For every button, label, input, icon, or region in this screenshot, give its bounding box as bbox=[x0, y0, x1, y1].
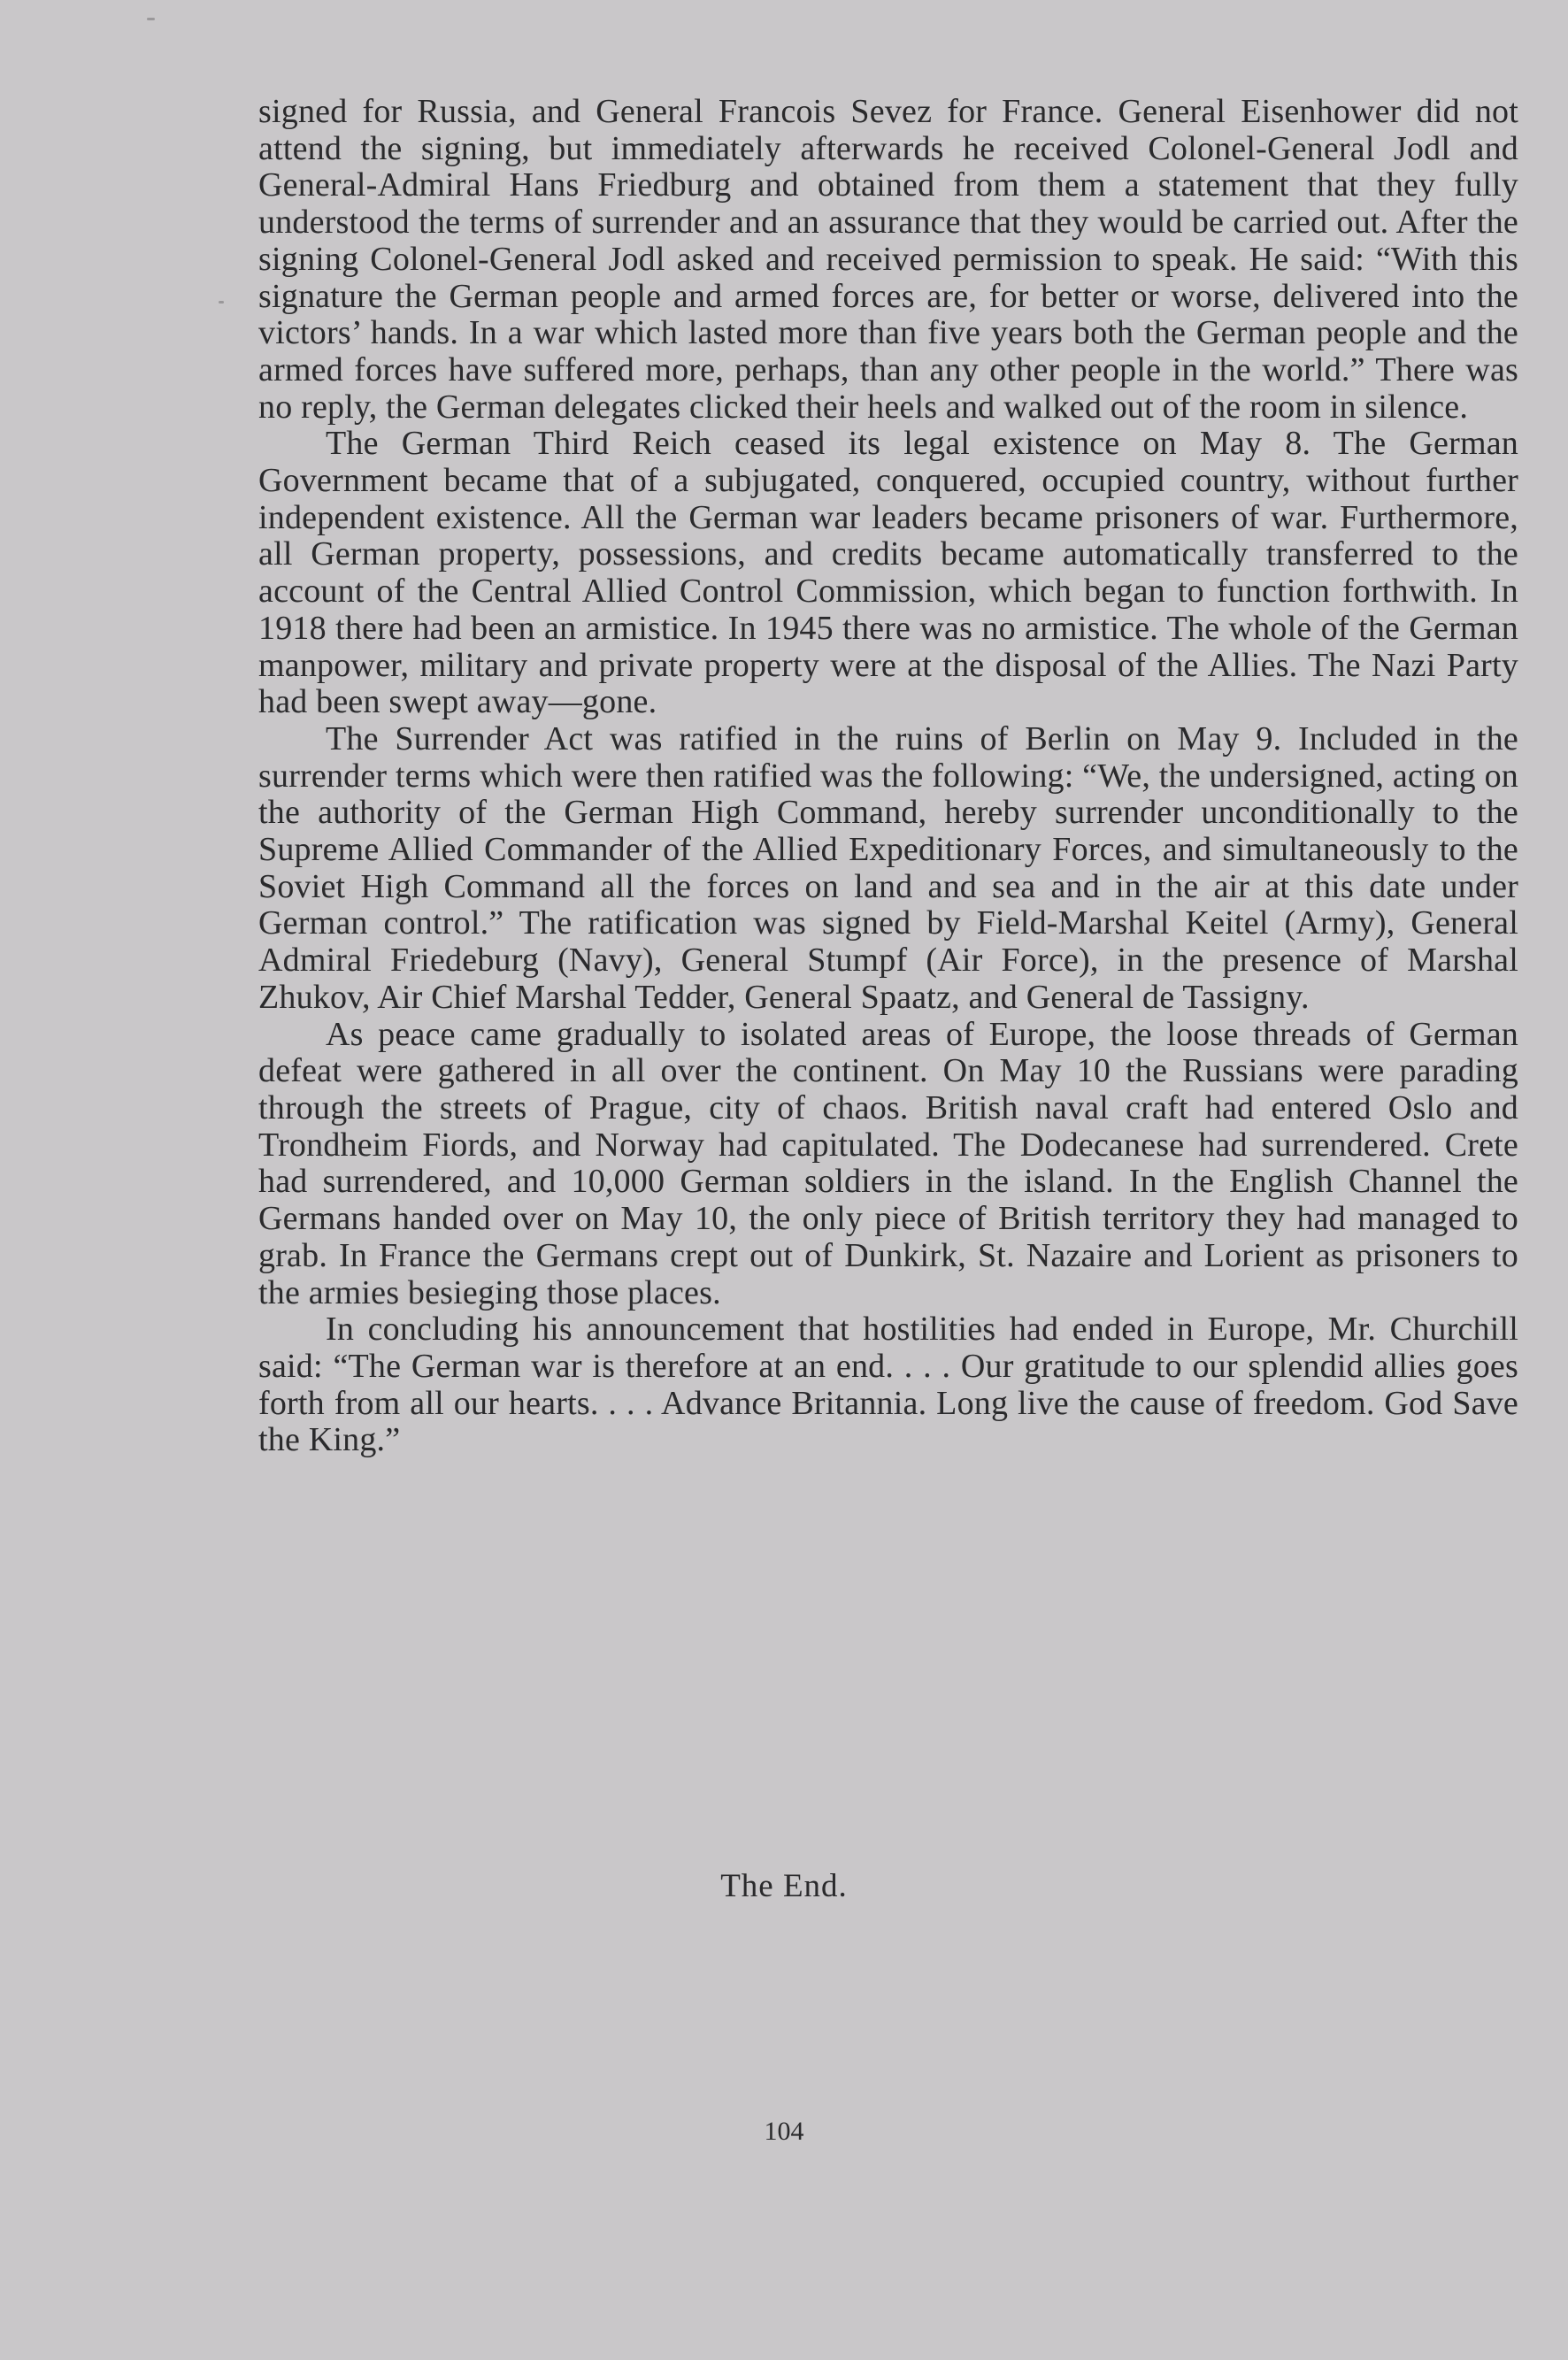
body-text bbox=[258, 94, 1518, 1459]
paragraph-third-reich: The German Third Reich ceased its legal existence on May 8. The German Government became that of a subjugated, conquered, occupied country, without further independent existence. All the German war leaders became prisoners of war. Furthermore, all German property, possessions, and credits became automatically transferred to the account of the Central Allied Control Commission, which began to function forthwith. In 1918 there had been an armistice. In 1945 there was no armistice. The whole of the German manpower, military and private property were at the disposal of the Allies. The Nazi Party had been swept away—gone. bbox=[258, 425, 1518, 721]
paragraph-peace-europe: As peace came gradually to isolated areas of Europe, the loose threads of German defeat were gathered in all over the continent. On May 10 the Russians were parading through the streets of Prague, city of chaos. British naval craft had entered Oslo and Trondheim Fiords, and Norway had capitulated. The Dodecanese had surrendered. Crete had surrendered, and 10,000 German soldiers in the island. In the English Channel the Germans handed over on May 10, the only piece of British territory they had managed to grab. In France the Germans crept out of Dunkirk, St. Nazaire and Lorient as prisoners to the armies besieging those places. bbox=[258, 1015, 1518, 1311]
paragraph-churchill: In concluding his announcement that hostilities had ended in Europe, Mr. Churchill said: “The German war is therefore at an end. . . . Our gratitude to our splendid allies goes forth from all our hearts. . . . Advance Britannia. Long live the cause of freedom. God Save the King.” bbox=[258, 1311, 1518, 1459]
closing-line: The End. bbox=[720, 1868, 848, 1904]
scan-speck bbox=[219, 301, 224, 304]
scan-speck bbox=[147, 18, 155, 20]
page-number: 104 bbox=[764, 2117, 804, 2146]
paragraph-surrender-act: The Surrender Act was ratified in the ruins of Berlin on May 9. Included in the surrender terms which were then ratified was the following: “We, the undersigned, acting on the authority of the German High Command, hereby surrender unconditionally to the Supreme Allied Commander of the Allied Expeditionary Forces, and simultaneously to the Soviet High Command all the forces on land and sea and in the air at this date under German control.” The ratification was signed by Field-Marshal Keitel (Army), General Admiral Friedeburg (Navy), General Stumpf (Air Force), in the presence of Marshal Zhukov, Air Chief Marshal Tedder, General Spaatz, and General de Tassigny. bbox=[258, 719, 1518, 1016]
paragraph-jodl-signing: signed for Russia, and General Francois Sevez for France. General Eisenhower did not attend the signing, but immediately afterwards he received Colonel-General Jodl and General-Admiral Hans Friedburg and obtained from them a statement that they fully understood the terms of surrender and an assurance that they would be carried out. After the signing Colonel-General Jodl asked and received permission to speak. He said: “With this signature the German people and armed forces are, for better or worse, delivered into the victors’ hands. In a war which lasted more than five years both the German people and the armed forces have suffered more, perhaps, than any other people in the world.” There was no reply, the German delegates clicked their heels and walked out of the room in silence. bbox=[258, 93, 1518, 426]
